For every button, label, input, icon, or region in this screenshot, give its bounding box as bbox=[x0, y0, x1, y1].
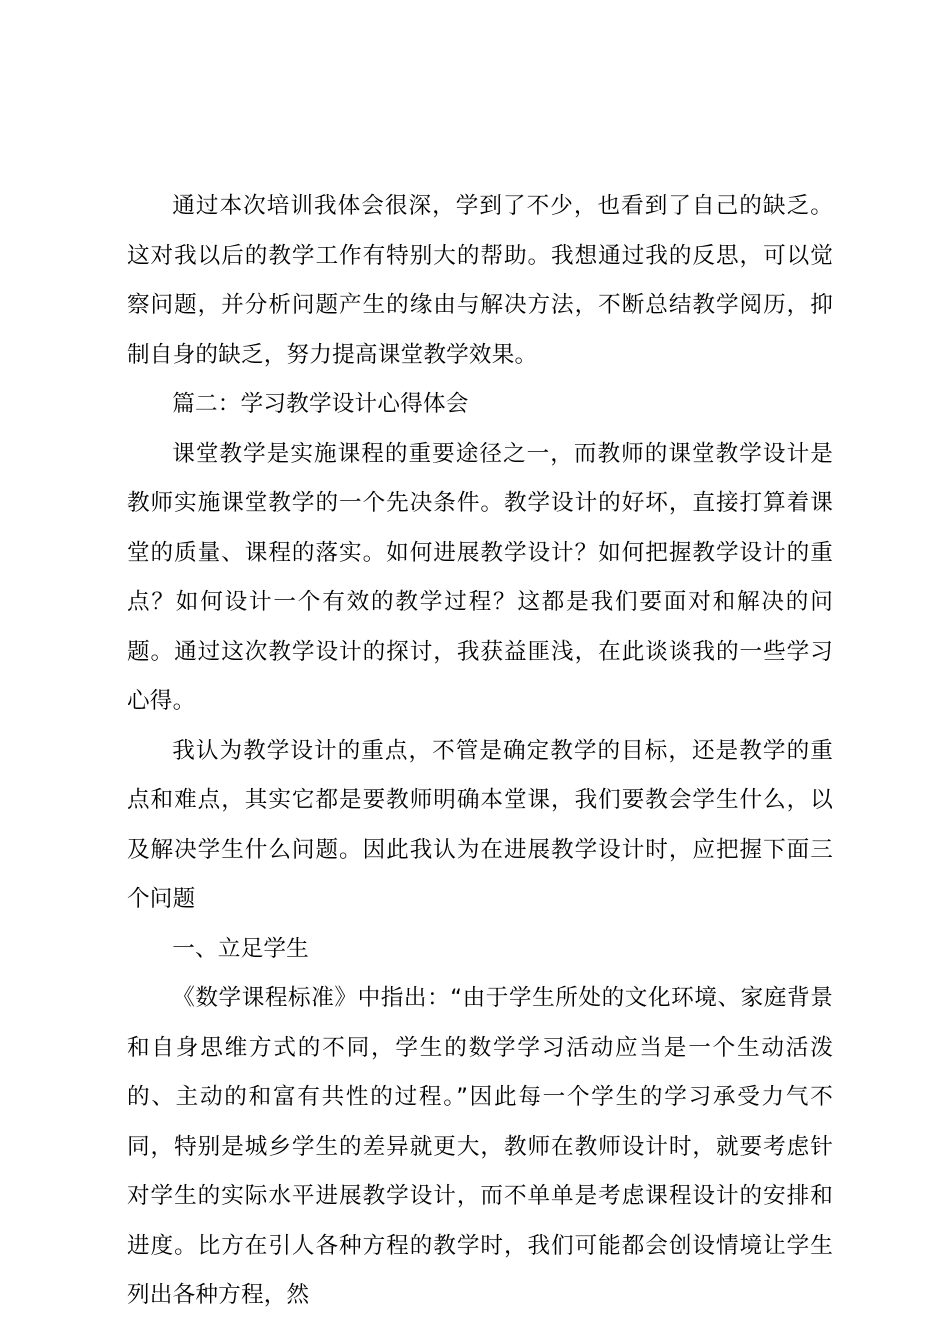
paragraph-training-reflection: 通过本次培训我体会很深，学到了不少，也看到了自己的缺乏。这对我以后的教学工作有特别大的帮助。我想通过我的反思，可以觉察问题，并分析问题产生的缘由与解决方法，不断总结教学阅历，抑制自身的缺乏，努力提高课堂教学效果。 bbox=[127, 193, 833, 368]
paragraph-classroom-design: 课堂教学是实施课程的重要途径之一，而教师的课堂教学设计是教师实施课堂教学的一个先决条件。教学设计的好坏，直接打算着课堂的质量、课程的落实。如何进展教学设计？如何把握教学设计的重点？如何设计一个有效的教学过程？这都是我们要面对和解决的问题。通过这次教学设计的探讨，我获益匪浅，在此谈谈我的一些学习心得。 bbox=[127, 440, 833, 714]
subheading-student-based: 一、立足学生 bbox=[172, 935, 309, 962]
paragraph-design-focus: 我认为教学设计的重点，不管是确定教学的目标，还是教学的重点和难点，其实它都是要教师明确本堂课，我们要教会学生什么，以及解决学生什么问题。因此我认为在进展教学设计时，应把握下面三个问题 bbox=[127, 737, 833, 912]
section-heading-part-two: 篇二：学习教学设计心得体会 bbox=[172, 391, 469, 417]
paragraph-curriculum-standard: 《数学课程标准》中指出：“由于学生所处的文化环境、家庭背景和自身思维方式的不同，学生的数学学习活动应当是一个生动活泼的、主动的和富有共性的过程。”因此每一个学生的学习承受力气不同，特别是城乡学生的差异就更大，教师在教师设计时，就要考虑针对学生的实际水平进展教学设计，而不单单是考虑课程设计的安排和进度。比方在引人各种方程的教学时，我们可能都会创设情境让学生列出各种方程，然 bbox=[127, 985, 833, 1308]
document-body bbox=[127, 182, 833, 1321]
